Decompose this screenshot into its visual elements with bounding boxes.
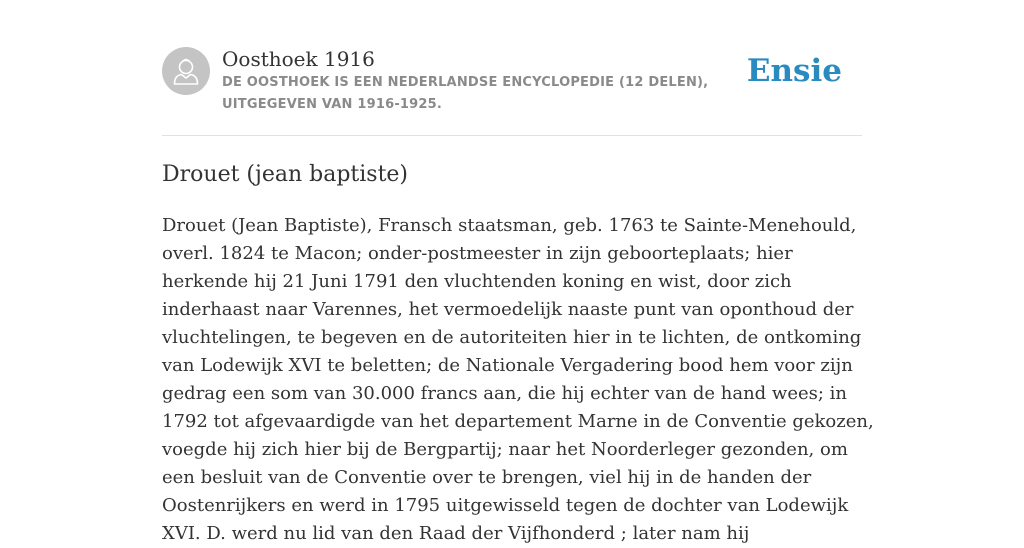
entry-body: Drouet (Jean Baptiste), Fransch staatsman, geb. 1763 te Sainte-Menehould, overl. 1824 te Macon; onder-postmeester in zijn geboorteplaats; hier herkende hij 21 Juni 1791 den vluchtenden koning en wist, door zich inderhaast naar Varennes, het vermoedelijk naaste punt van oponthoud der vluchtelingen, te begeven en de autoriteiten hier in te lichten, de ontkoming van Lodewijk XVI te beletten; de Nationale Vergadering bood hem voor zijn gedrag een som van 30.000 francs aan, die hij echter van de hand wees; in 1792 tot afgevaardigde van het departement Marne in de Conventie gekozen, voegde hij zich hier bij de Bergpartij; naar het Noorderleger gezonden, om een besluit van de Conventie over te brengen, viel hij in de handen der Oostenrijkers en werd in 1795 uitgewisseld tegen de dochter van Lodewijk XVI. D. werd nu lid van den Raad der Vijfhonderd ; later nam hij <box>162 215 874 544</box>
source-title[interactable]: Oosthoek 1916 <box>222 47 375 71</box>
user-silhouette-icon <box>162 47 210 95</box>
ensie-logo[interactable]: Ensie <box>746 53 842 89</box>
source-description: DE OOSTHOEK IS EEN NEDERLANDSE ENCYCLOPEDIE (12 DELEN), UITGEGEVEN VAN 1916-1925. <box>222 75 709 112</box>
entry-title: Drouet (jean baptiste) <box>162 162 409 187</box>
avatar[interactable] <box>162 47 210 95</box>
header-divider <box>162 135 862 136</box>
source-header <box>162 47 862 135</box>
